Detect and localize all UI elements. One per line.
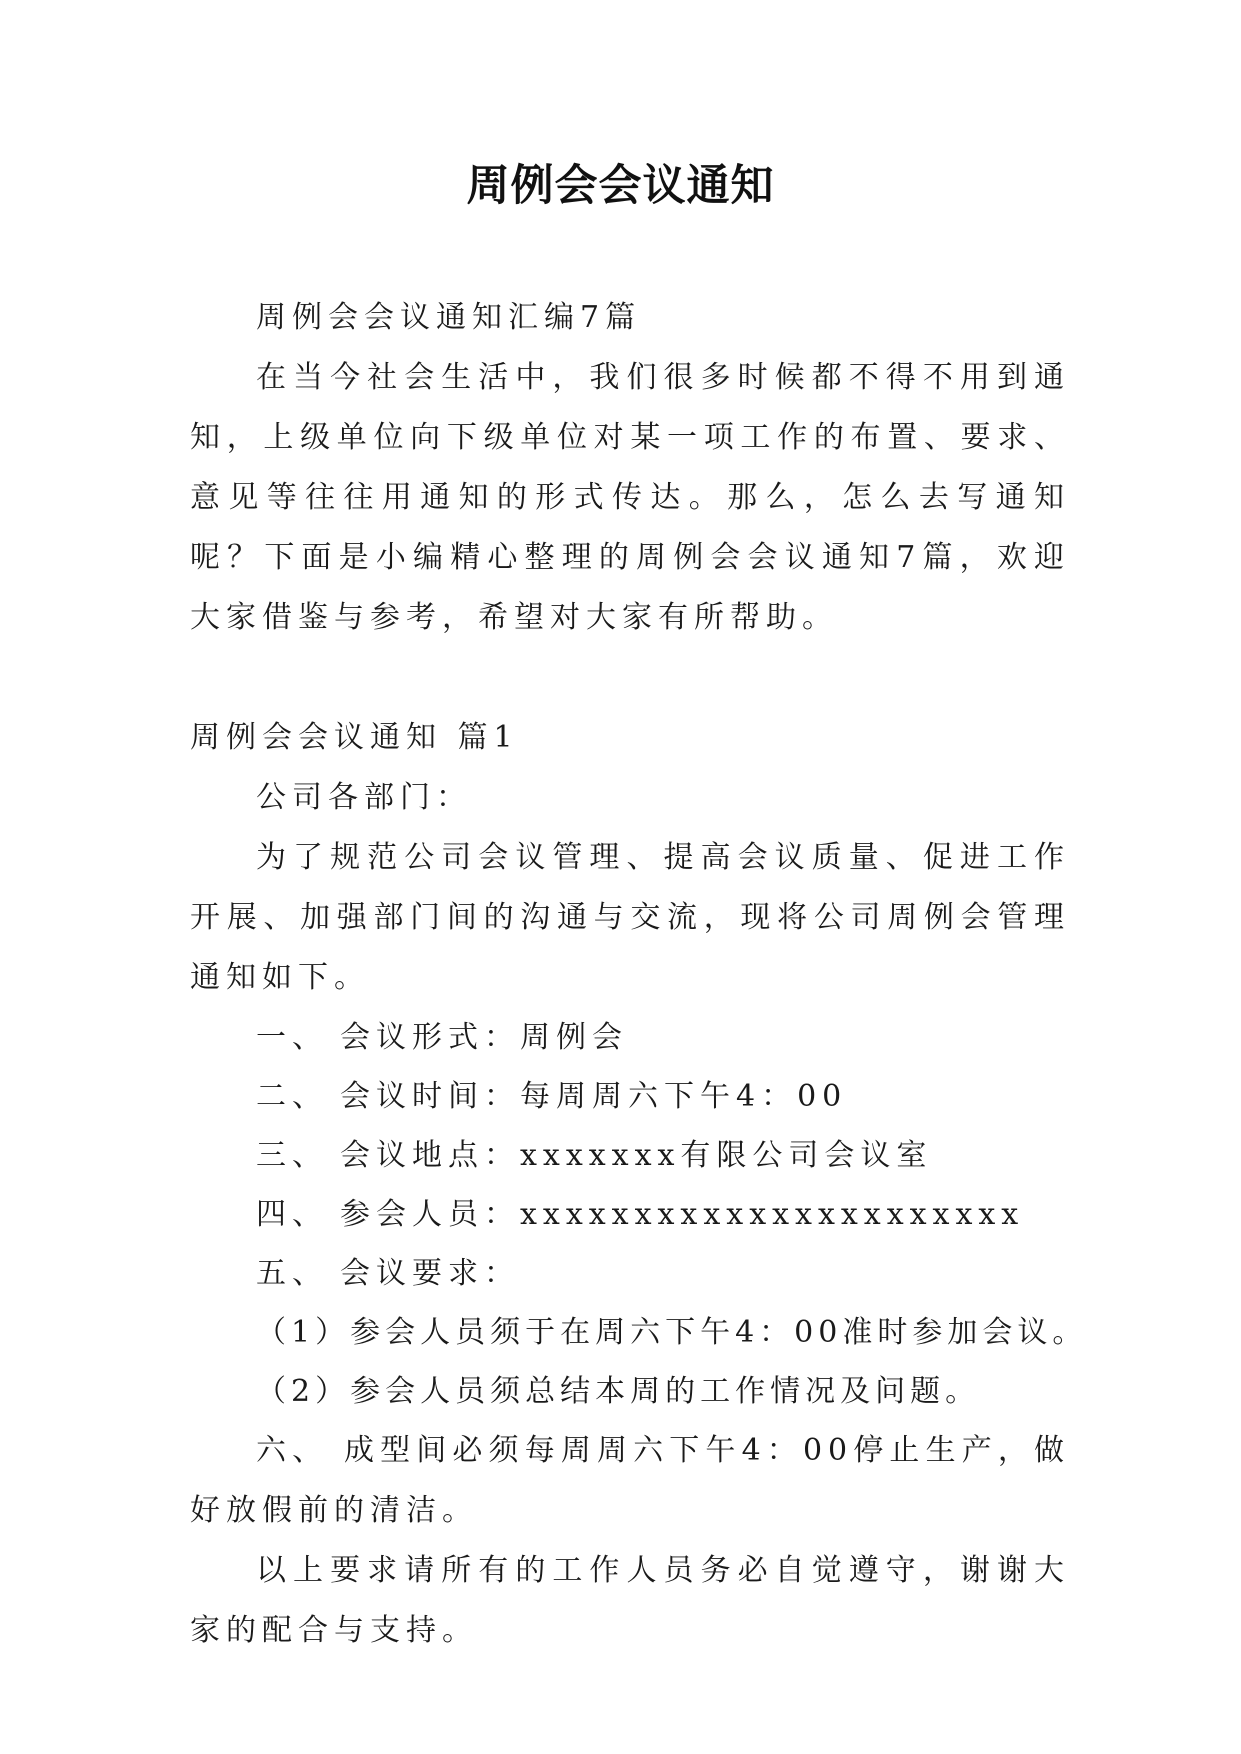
list-item-number: 二、 [256,1079,328,1114]
subtitle: 周例会会议通知汇编7篇 [256,300,642,335]
closing-paragraph: 以上要求请所有的工作人员务必自觉遵守，谢谢大家的配合与支持。 [190,1553,1070,1648]
sub-item: （2）参会人员须总结本周的工作情况及问题。 [256,1374,981,1409]
list-item-text: 参会人员：xxxxxxxxxxxxxxxxxxxxxx [340,1197,1025,1232]
document-body [190,288,1088,1661]
section-gap [190,648,1070,708]
list-item [190,1067,1070,1126]
list-item-text: 会议要求： [340,1256,520,1291]
section-heading: 周例会会议通知 篇1 [190,720,519,755]
body-paragraph: 为了规范公司会议管理、提高会议质量、促进工作开展、加强部门间的沟通与交流，现将公司周例会管理通知如下。 [190,840,1070,995]
sub-item: （1）参会人员须于在周六下午4：00准时参加会议。 [256,1315,1088,1350]
list-item [190,1244,1070,1303]
list-item-number: 四、 [256,1197,328,1232]
list-item-text: 会议形式：周例会 [340,1020,628,1055]
list-item [190,1185,1070,1244]
list-item-number: 五、 [256,1256,328,1291]
list-item-text: 会议地点：xxxxxxx有限公司会议室 [340,1138,933,1173]
list-item-number: 一、 [256,1020,328,1055]
list-item-text: 会议时间：每周周六下午4：00 [340,1079,848,1114]
list-item [190,1008,1070,1067]
document-title: 周例会会议通知 [466,161,775,211]
intro-paragraph: 在当今社会生活中，我们很多时候都不得不用到通知，上级单位向下级单位对某一项工作的布置、要求、意见等往往用通知的形式传达。那么，怎么去写通知呢？下面是小编精心整理的周例会会议通知7篇，欢迎大家借鉴与参考，希望对大家有所帮助。 [190,360,1070,635]
list-item [190,1126,1070,1185]
salutation: 公司各部门： [256,780,472,815]
list-item-number: 三、 [256,1138,328,1173]
item-six-paragraph: 六、 成型间必须每周周六下午4：00停止生产，做好放假前的清洁。 [190,1433,1070,1528]
